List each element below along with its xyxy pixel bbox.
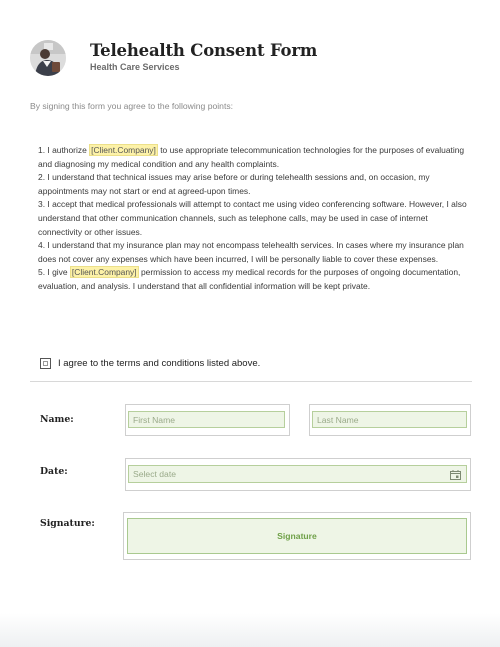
agree-checkbox[interactable] [40, 358, 51, 369]
terms-list [38, 144, 468, 294]
agree-label: I agree to the terms and conditions listed above. [58, 358, 261, 369]
name-label: Name: [40, 414, 74, 425]
first-name-input[interactable]: First Name [128, 411, 285, 428]
client-company-tag: [Client.Company] [71, 267, 137, 278]
signature-button[interactable]: Signature [127, 518, 467, 554]
page-bottom-shadow [0, 613, 500, 647]
page-subtitle: Health Care Services [90, 62, 180, 72]
date-label: Date: [40, 466, 68, 477]
calendar-icon[interactable] [450, 470, 461, 480]
date-input[interactable] [128, 465, 467, 483]
term-item: 3. I accept that medical professionals will attempt to contact me using video conferencing software. However, I also understand that other communication channels, such as telephone calls, may be used in case of internet connectivity or other issues. [38, 199, 467, 237]
agree-row [40, 358, 260, 369]
intro-text: By signing this form you agree to the following points: [30, 101, 234, 111]
term-item: 4. I understand that my insurance plan may not encompass telehealth services. In cases where my insurance plan does not cover any expenses which have been incurred, I will be personally liable to cover these expenses. [38, 240, 464, 264]
company-logo [30, 40, 66, 76]
client-company-tag: [Client.Company] [91, 145, 156, 155]
term-item: 2. I understand that technical issues may arise before or during telehealth sessions and, on occasion, my appointments may not start or end at agreed-upon times. [38, 172, 430, 196]
term-item: 1. I authorize [Client.Company] to use appropriate telecommunication technologies for the purposes of evaluating and diagnosing my medical condition and any health complaints. [38, 145, 465, 169]
section-divider [30, 381, 472, 382]
term-item: 5. I give [Client.Company] permission to access my medical records for the purposes of ongoing documentation, evaluation, and analysis. I understand that all confidential information will be kept private. [38, 267, 461, 291]
doctor-avatar-icon [30, 40, 66, 76]
page-title: Telehealth Consent Form [90, 41, 318, 60]
signature-label: Signature: [40, 518, 95, 529]
last-name-input[interactable]: Last Name [312, 411, 467, 428]
date-placeholder: Select date [133, 469, 176, 479]
